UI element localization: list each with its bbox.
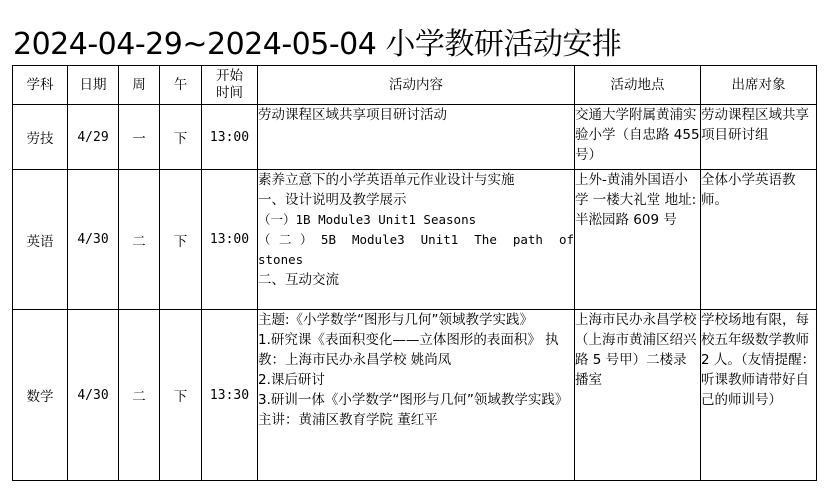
location-cell: 上海市民办永昌学校（上海市黄浦区绍兴路 5 号甲）二楼录播室 <box>575 310 701 481</box>
attendees-cell: 劳动课程区域共享项目研讨组 <box>701 105 817 170</box>
column-header-attendees: 出席对象 <box>701 66 817 105</box>
schedule-table <box>12 65 817 481</box>
header-row <box>13 66 817 105</box>
subject-cell: 英语 <box>13 170 68 310</box>
table-row <box>13 170 817 310</box>
content-line: 一、设计说明及教学展示 <box>258 192 407 208</box>
column-header-half-day: 午 <box>160 66 202 105</box>
table-row <box>13 105 817 170</box>
half-day-cell: 下 <box>160 310 202 481</box>
attendees-cell: 全体小学英语教师。 <box>701 170 817 310</box>
content-line: （一）1B Module3 Unit1 Seasons <box>258 212 477 227</box>
weekday-cell: 二 <box>119 170 160 310</box>
date-cell: 4/30 <box>68 170 119 310</box>
content-line: 素养立意下的小学英语单元作业设计与实施 <box>258 172 515 188</box>
content-cell <box>258 310 575 481</box>
location-cell: 上外-黄浦外国语小学 一楼大礼堂 地址:半淞园路 609 号 <box>575 170 701 310</box>
content-line: （二）5B Module3 Unit1 The path of <box>258 232 574 247</box>
weekday-cell: 二 <box>119 310 160 481</box>
location-cell: 交通大学附属黄浦实验小学（自忠路 455 号） <box>575 105 701 170</box>
content-line: stones <box>258 252 304 267</box>
content-line: 2.课后研讨 <box>258 372 325 388</box>
date-cell: 4/29 <box>68 105 119 170</box>
start-time-cell: 13:30 <box>202 310 258 481</box>
page-title: 2024-04-29~2024-05-04 小学教研活动安排 <box>13 27 622 62</box>
column-header-location: 活动地点 <box>575 66 701 105</box>
subject-cell: 数学 <box>13 310 68 481</box>
half-day-cell: 下 <box>160 170 202 310</box>
content-line: 二、互动交流 <box>258 272 339 288</box>
half-day-cell: 下 <box>160 105 202 170</box>
column-header-weekday: 周 <box>119 66 160 105</box>
column-header-content: 活动内容 <box>258 66 575 105</box>
attendees-cell: 学校场地有限，每校五年级数学教师 2 人。（友情提醒：听课教师请带好自己的师训号） <box>701 310 817 481</box>
content-line: 3.研训一体《小学数学“图形与几何”领域教学实践》主讲：黄浦区教育学院 董红平 <box>258 392 569 428</box>
start-time-cell: 13:00 <box>202 105 258 170</box>
date-cell: 4/30 <box>68 310 119 481</box>
column-header-start-time: 开始时间 <box>202 66 258 105</box>
start-time-cell: 13:00 <box>202 170 258 310</box>
subject-cell: 劳技 <box>13 105 68 170</box>
weekday-cell: 一 <box>119 105 160 170</box>
content-line: 主题:《小学数学“图形与几何”领域教学实践》 <box>258 312 534 328</box>
content-line: 1.研究课《表面积变化——立体图形的表面积》 执教：上海市民办永昌学校 姚尚凤 <box>258 332 559 368</box>
column-header-subject: 学科 <box>13 66 68 105</box>
content-cell <box>258 170 575 310</box>
column-header-date: 日期 <box>68 66 119 105</box>
content-line: 劳动课程区域共享项目研讨活动 <box>258 107 447 123</box>
table-row <box>13 310 817 481</box>
content-cell <box>258 105 575 170</box>
